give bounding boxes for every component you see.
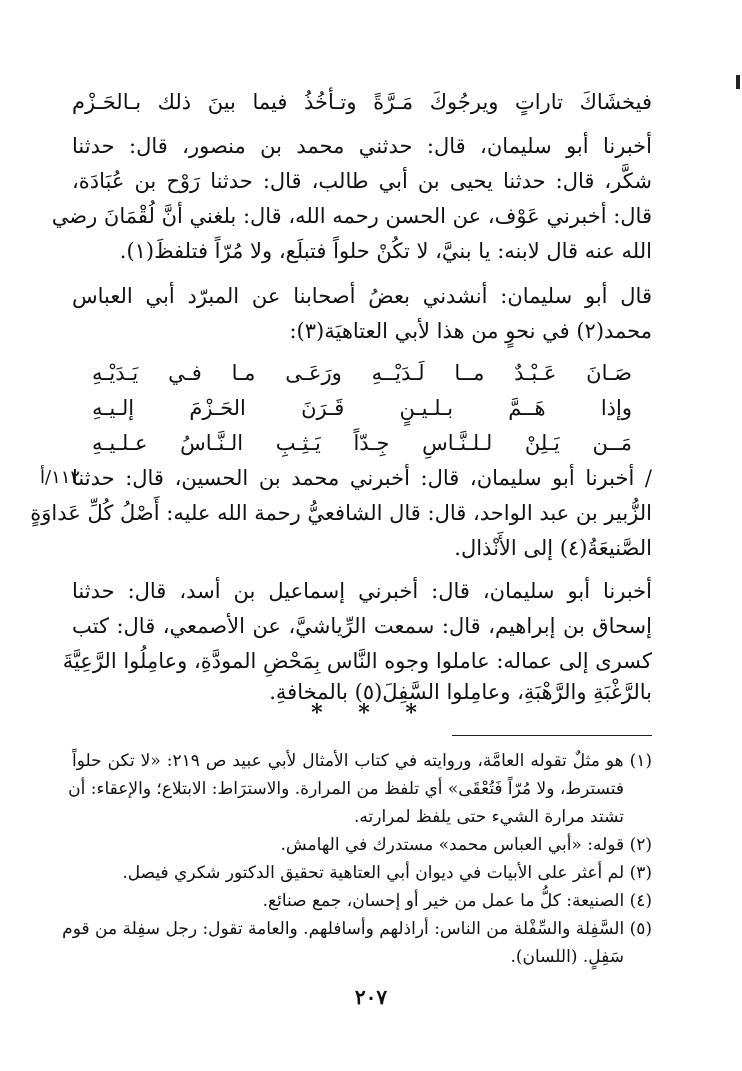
- paragraph-line: الصَّنيعَةُ(٤) إلى الأَنْذال.: [454, 536, 652, 560]
- footnote-line: (٢) قوله: «أبي العباس محمد» مستدرك في الهامش.: [280, 835, 652, 855]
- footnote-line: تشتد مرارة الشيء حتى يلفظ لمرارته.: [354, 807, 624, 827]
- section-separator: * * *: [311, 700, 431, 726]
- footnote-line: (١) هو مثلٌ تقوله العامَّة، وروايته في كتاب الأمثال لأبي عبيد ص ٢١٩: «لا تكن حلواً: [72, 751, 652, 771]
- paragraph-line: أخبرنا أبو سليمان، قال: حدثني محمد بن منصور، قال: حدثنا: [72, 134, 652, 158]
- paragraph-line: / أخبرنا أبو سليمان، قال: أخبرني محمد بن الحسين، قال: حدثنا: [72, 466, 652, 490]
- page-edge-mark: [736, 75, 740, 89]
- paragraph-line: كسرى إلى عماله: عاملوا وجوه النَّاس بِمَحْضِ المودَّةِ، وعامِلُوا الرَّعِيَّةَ: [62, 649, 652, 673]
- footnote-divider: [452, 735, 652, 736]
- paragraph-line: قال أبو سليمان: أنشدني بعضُ أصحابنا عن المبرّد أبي العباس: [72, 284, 652, 308]
- footnote-line: فتسترط، ولا مُرّاً فَتُعْقَى» أي تلفظ من المرارة. والاسترَاط: الابتلاع؛ والإعقاء: أن: [68, 779, 624, 799]
- poem-verse: مَــن يَـلِنْ لـلـنَّـاسِ جِـدّاً يَـثِـبِ الـنَّـاسُ عـلـيـهِ: [92, 431, 632, 455]
- paragraph-line: بالرَّغْبَةِ والرَّهْبَةِ، وعامِلوا السَّفِلَ(٥) بالمخافةِ.: [269, 680, 652, 704]
- poem-verse: صَـانَ عَـبْـدٌ مــا لَـدَيْــهِ ورَعَـى مـا فـي يَـدَيْـهِ: [92, 361, 632, 385]
- verse-line-opening: فيخشَاكَ تاراتٍ ويرجُوكَ مَـرَّةً وتـأخُذُ فيما بينَ ذلك بـالحَـزْم: [72, 90, 652, 114]
- folio-margin-reference: ١١٢/أ: [40, 467, 81, 488]
- paragraph-line: الله عنه قال لابنه: يا بنيَّ، لا تكُنْ حلواً فتبلَع، ولا مُرّاً فتلفظَ(١).: [119, 239, 652, 263]
- paragraph-line: شكَّر، قال: حدثنا يحيى بن أبي طالب، قال: حدثنا رَوْح بن عُبَادَة،: [72, 169, 652, 193]
- footnote-line: (٣) لم أعثر على الأبيات في ديوان أبي العتاهية تحقيق الدكتور شكري فيصل.: [122, 863, 652, 883]
- paragraph-line: الزُّبير بن عبد الواحد، قال: قال الشافعيُّ رحمة الله عليه: أَصْلُ كُلِّ عَداوَةٍ: [30, 501, 652, 525]
- paragraph-line: أخبرنا أبو سليمان، قال: أخبرني إسماعيل بن أسد، قال: حدثنا: [72, 579, 652, 603]
- footnote-line: (٥) السَّفِلة والسِّفْلة من الناس: أراذلهم وأسافلهم. والعامة تقول: رجل سفِلة من قوم: [62, 919, 652, 939]
- paragraph-line: محمد(٢) في نحوٍ من هذا لأبي العتاهيَة(٣):: [289, 319, 652, 343]
- footnote-line: سَفِلٍ. (اللسان).: [510, 947, 624, 967]
- footnote-line: (٤) الصنيعة: كلُّ ما عمل من خير أو إحسان، جمع صنائع.: [262, 891, 652, 911]
- paragraph-line: قال: أخبرني عَوْف، عن الحسن رحمه الله، قال: بلغني أنَّ لُقْمَانَ رضي: [51, 204, 652, 228]
- paragraph-line: إسحاق بن إبراهيم، قال: سمعت الرِّياشيَّ، عن الأصمعي، قال: كتب: [72, 614, 652, 638]
- poem-verse: وإذا هَــمَّ بـلـيـنٍ قَـرَنَ الحَـزْمَ إلـيـهِ: [92, 396, 632, 420]
- page-number: ٢٠٧: [354, 985, 388, 1009]
